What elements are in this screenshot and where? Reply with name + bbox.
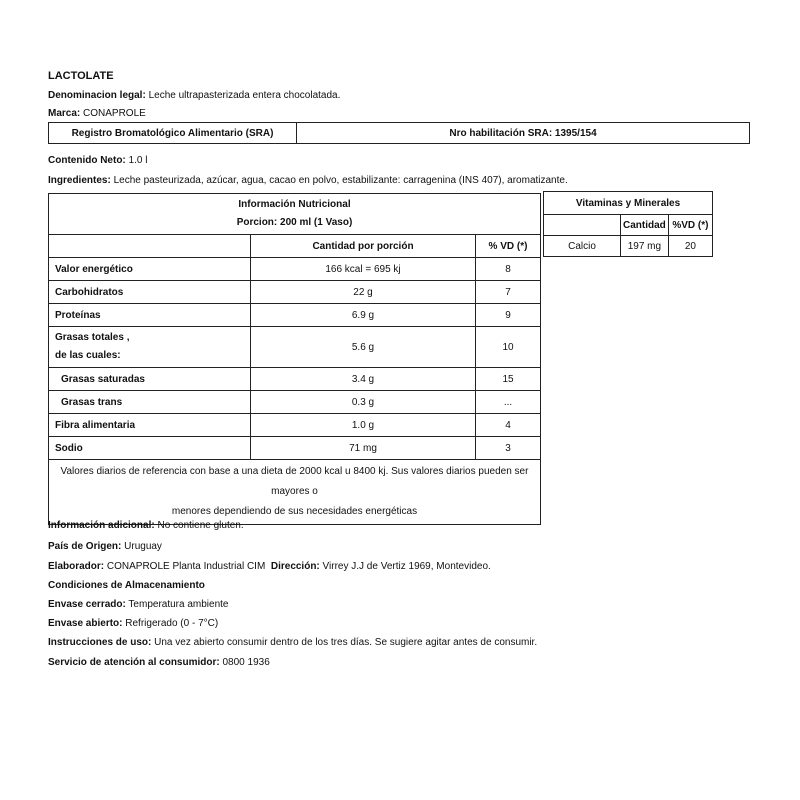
nutrition-footnote-row xyxy=(49,460,541,525)
nutrition-footnote-1: Valores diarios de referencia con base a una dieta de 2000 kcal u 8400 kj. Sus valores diarios pueden ser mayores o xyxy=(60,466,529,497)
row-name: Sodio xyxy=(49,437,251,460)
row-vd: 8 xyxy=(476,258,541,281)
table-row xyxy=(49,391,541,414)
row-name: Grasas saturadas xyxy=(49,368,251,391)
row-amount: 5.6 g xyxy=(251,327,476,368)
product-name: LACTOLATE xyxy=(48,70,114,82)
row-vd: 7 xyxy=(476,281,541,304)
row-amount: 22 g xyxy=(251,281,476,304)
row-name: Fibra alimentaria xyxy=(49,414,251,437)
vitamins-header-empty xyxy=(544,215,621,236)
envase-abierto-value: Refrigerado (0 - 7°C) xyxy=(122,618,219,629)
condiciones-heading: Condiciones de Almacenamiento xyxy=(48,580,205,591)
envase-cerrado-line xyxy=(48,599,228,611)
pais-line xyxy=(48,541,162,553)
row-name-sub: de las cuales: xyxy=(55,350,121,361)
denominacion-line xyxy=(48,90,340,102)
denominacion-label: Denominacion legal: xyxy=(48,90,146,101)
row-amount: 71 mg xyxy=(251,437,476,460)
elaborador-label: Elaborador: xyxy=(48,561,105,572)
instrucciones-line xyxy=(48,637,537,649)
marca-value: CONAPROLE xyxy=(80,108,146,119)
row-vd: 15 xyxy=(476,368,541,391)
nutrition-header-empty xyxy=(49,235,251,258)
elaborador-line xyxy=(48,561,491,573)
vitamins-header-amount: Cantidad xyxy=(621,215,669,236)
table-row xyxy=(49,368,541,391)
envase-cerrado-label: Envase cerrado: xyxy=(48,599,126,610)
envase-abierto-line xyxy=(48,618,218,630)
contenido-label: Contenido Neto: xyxy=(48,155,126,166)
row-amount: 166 kcal = 695 kj xyxy=(251,258,476,281)
servicio-line xyxy=(48,657,270,669)
nutrition-portion: Porcion: 200 ml (1 Vaso) xyxy=(236,217,353,228)
nutrition-header-row xyxy=(49,235,541,258)
row-name: Carbohidratos xyxy=(49,281,251,304)
vitamins-title: Vitaminas y Minerales xyxy=(544,192,713,215)
servicio-value: 0800 1936 xyxy=(219,657,270,668)
contenido-value: 1.0 l xyxy=(125,155,148,166)
row-name: Grasas trans xyxy=(49,391,251,414)
nutrition-footnote-cell xyxy=(49,460,541,525)
sra-registro: Registro Bromatológico Alimentario (SRA) xyxy=(49,123,297,143)
vitamins-header-vd: %VD (*) xyxy=(668,215,712,236)
row-amount: 6.9 g xyxy=(251,304,476,327)
info-adicional-line xyxy=(48,520,244,532)
envase-abierto-label: Envase abierto: xyxy=(48,618,123,629)
marca-label: Marca: xyxy=(48,108,81,119)
vitamin-vd: 20 xyxy=(668,236,712,257)
row-amount: 1.0 g xyxy=(251,414,476,437)
instrucciones-label: Instrucciones de uso: xyxy=(48,637,152,648)
nutrition-table xyxy=(48,193,541,525)
sra-table xyxy=(48,122,750,144)
nutrition-header-amount: Cantidad por porción xyxy=(251,235,476,258)
direccion-value: Virrey J.J de Vertiz 1969, Montevideo. xyxy=(319,561,491,572)
row-name: Valor energético xyxy=(49,258,251,281)
table-row xyxy=(49,327,541,368)
contenido-line xyxy=(48,155,147,167)
vitamins-title-row xyxy=(544,192,713,215)
info-adicional-label: Información adicional: xyxy=(48,520,155,531)
nutrition-title-row xyxy=(49,194,541,235)
vitamin-name: Calcio xyxy=(544,236,621,257)
row-amount: 3.4 g xyxy=(251,368,476,391)
row-amount: 0.3 g xyxy=(251,391,476,414)
pais-label: País de Origen: xyxy=(48,541,122,552)
marca-line xyxy=(48,108,146,120)
table-row xyxy=(49,258,541,281)
row-vd: ... xyxy=(476,391,541,414)
vitamins-table xyxy=(543,191,713,257)
table-row xyxy=(49,437,541,460)
instrucciones-value: Una vez abierto consumir dentro de los tres días. Se sugiere agitar antes de consumir. xyxy=(151,637,538,648)
denominacion-value: Leche ultrapasterizada entera chocolatada. xyxy=(145,90,341,101)
ingredientes-value: Leche pasteurizada, azúcar, agua, cacao en polvo, estabilizante: carragenina (INS 407), aromatizante. xyxy=(110,175,568,186)
nutrition-title-cell xyxy=(49,194,541,235)
table-row xyxy=(544,236,713,257)
direccion-label: Dirección: xyxy=(270,561,320,572)
table-row xyxy=(49,304,541,327)
vitamins-header-row xyxy=(544,215,713,236)
row-vd: 3 xyxy=(476,437,541,460)
table-row xyxy=(49,281,541,304)
elaborador-value: CONAPROLE Planta Industrial CIM xyxy=(104,561,271,572)
pais-value: Uruguay xyxy=(121,541,162,552)
nutrition-title: Información Nutricional xyxy=(238,199,351,210)
envase-cerrado-value: Temperatura ambiente xyxy=(125,599,229,610)
nutrition-header-vd: % VD (*) xyxy=(476,235,541,258)
servicio-label: Servicio de atención al consumidor: xyxy=(48,657,220,668)
table-row xyxy=(49,414,541,437)
ingredientes-label: Ingredientes: xyxy=(48,175,111,186)
info-adicional-value: No contiene gluten. xyxy=(154,520,244,531)
row-name: Grasas totales , xyxy=(55,332,130,343)
row-vd: 9 xyxy=(476,304,541,327)
row-name: Proteínas xyxy=(49,304,251,327)
sra-nro: Nro habilitación SRA: 1395/154 xyxy=(449,127,597,139)
ingredientes-line xyxy=(48,175,568,187)
row-vd: 10 xyxy=(476,327,541,368)
row-vd: 4 xyxy=(476,414,541,437)
row-name-cell xyxy=(49,327,251,368)
nutrition-footnote-2: menores dependiendo de sus necesidades energéticas xyxy=(171,506,418,517)
vitamin-amount: 197 mg xyxy=(621,236,669,257)
